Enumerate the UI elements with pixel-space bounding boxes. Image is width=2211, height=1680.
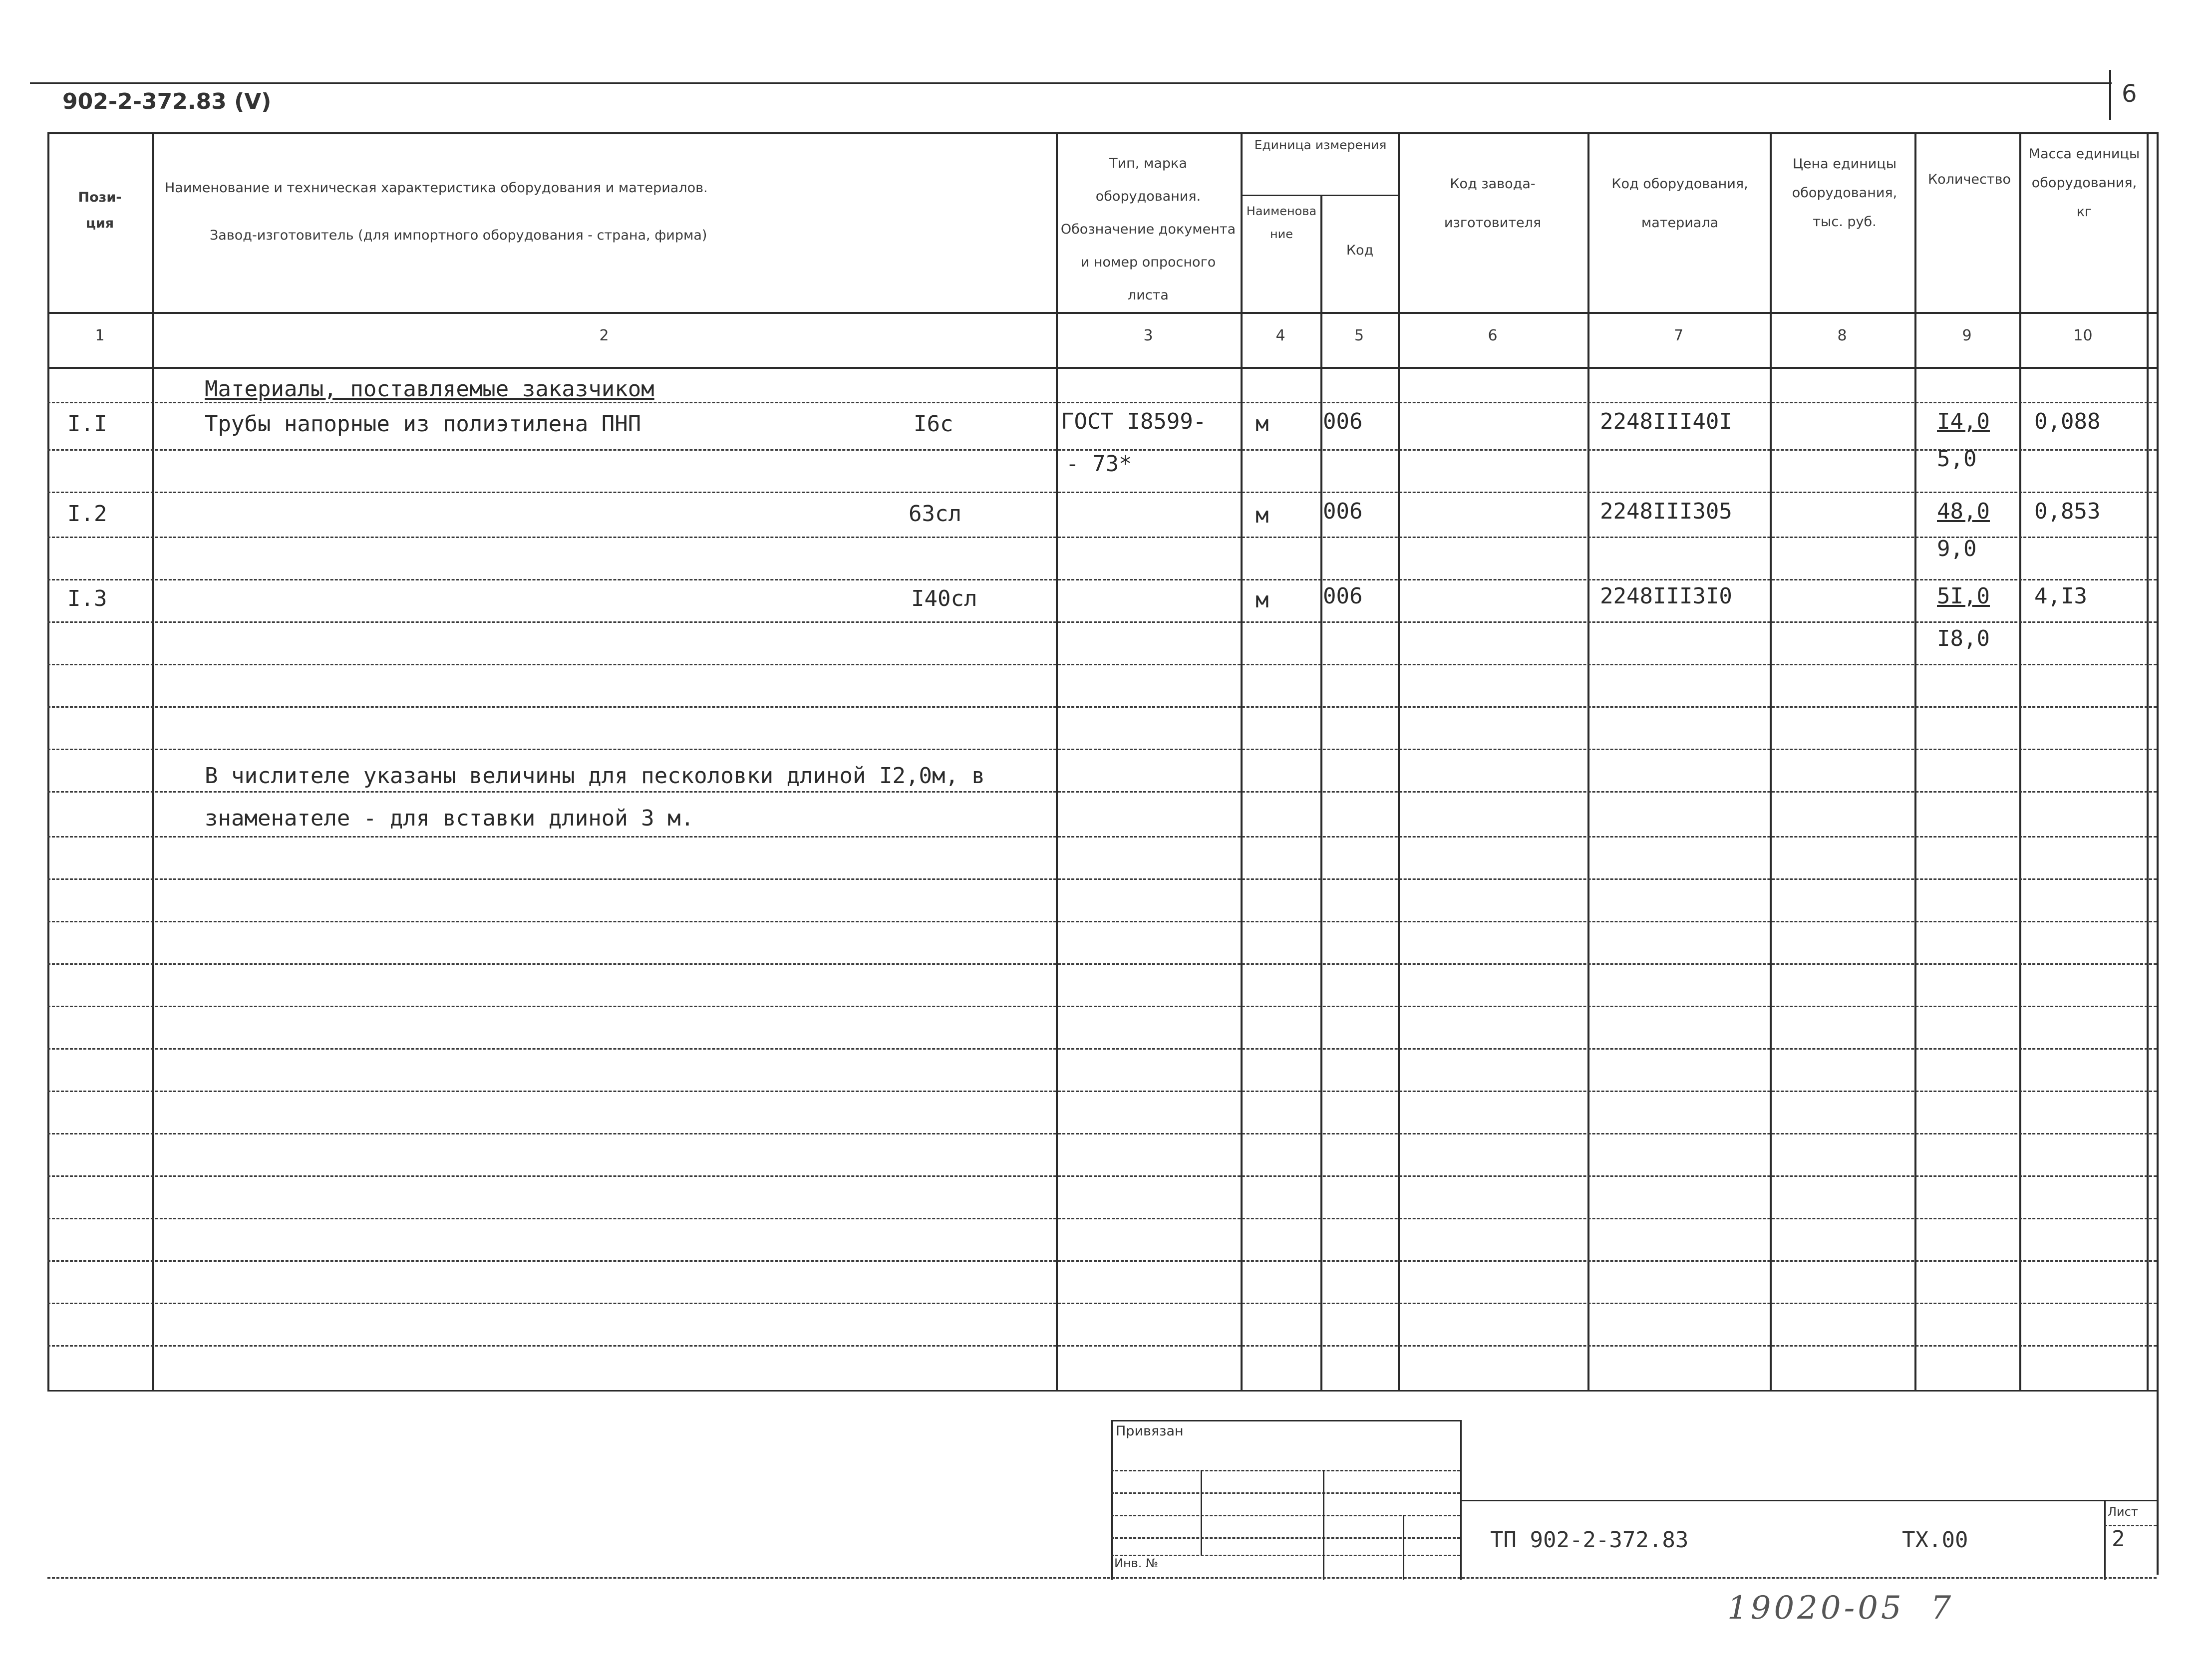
row-mass: 4,I3 — [2034, 583, 2087, 609]
row-line — [47, 1303, 2157, 1304]
document-code: 902-2-372.83 (Ⅴ) — [62, 89, 272, 114]
col-divider-2 — [1056, 132, 1058, 1390]
page-bottom-line — [47, 1577, 2157, 1579]
designation: ТП 902-2-372.83 — [1490, 1527, 1689, 1553]
col-divider-10 — [2147, 132, 2149, 1390]
stamp-row-line — [1111, 1515, 1460, 1516]
row-line — [47, 791, 2157, 793]
row-line — [47, 1006, 2157, 1007]
stamp-row-line — [1111, 1492, 1460, 1494]
row-line — [47, 1260, 2157, 1262]
sheet-corner-number: 6 — [2122, 80, 2137, 108]
col-divider-3 — [1241, 132, 1243, 1390]
row-size: 63сл — [909, 501, 961, 527]
row-material-code: 2248III3I0 — [1600, 583, 1732, 609]
col-divider-6 — [1587, 132, 1589, 1390]
stamp-inventory-label: Инв. № — [1114, 1556, 1159, 1570]
row-mass: 0,088 — [2034, 409, 2101, 434]
header-price: Цена единицы оборудования, тыс. руб. — [1792, 156, 1897, 230]
table-left-border — [47, 132, 49, 1390]
row-position: I.2 — [67, 501, 107, 527]
header-material-code: Код оборудования, материала — [1611, 176, 1748, 231]
sheet-number: 2 — [2112, 1526, 2125, 1552]
stamp-col-line — [1201, 1470, 1202, 1555]
row-unit: м — [1256, 411, 1269, 437]
row-line — [47, 836, 2157, 838]
top-border — [30, 82, 2112, 84]
row-unit-code: 006 — [1323, 583, 1363, 609]
column-number: 2 — [599, 327, 609, 344]
header-type: Тип, марка оборудования. Обозначение документа и номер опросного листа — [1060, 156, 1236, 303]
row-document: ГОСТ I8599- — [1061, 409, 1207, 434]
sheet-box-left — [2104, 1500, 2106, 1580]
table-right-border — [2157, 132, 2159, 1575]
column-number: 1 — [95, 327, 105, 344]
sheet-label: Лист — [2108, 1505, 2138, 1519]
col-divider-1 — [152, 132, 154, 1390]
header-mass: Масса единицы оборудования, кг — [2028, 146, 2140, 220]
designation-top-line — [1460, 1500, 2157, 1501]
row-line — [47, 706, 2157, 708]
row-unit-code: 006 — [1323, 499, 1363, 524]
row-line — [47, 1133, 2157, 1134]
numbers-bottom-line — [47, 367, 2157, 369]
col-divider-9 — [2019, 132, 2021, 1390]
corner-box-left — [2109, 70, 2111, 120]
row-line — [47, 1345, 2157, 1347]
row-size: I40сл — [911, 586, 977, 611]
row-line — [47, 1091, 2157, 1092]
table-bottom-line — [47, 1390, 2157, 1392]
row-line — [47, 878, 2157, 880]
stamp-bound-label: Привязан — [1116, 1423, 1184, 1439]
column-number: 6 — [1488, 327, 1498, 344]
row-position: I.I — [67, 411, 107, 437]
header-bottom-line — [47, 312, 2157, 314]
header-unit-group: Единица измерения — [1254, 138, 1387, 152]
col-divider-5 — [1398, 132, 1400, 1390]
header-position: Пози- ция — [78, 190, 122, 231]
row-line — [47, 1048, 2157, 1050]
row-material-code: 2248III305 — [1600, 499, 1732, 524]
sheet-mark: ТХ.00 — [1902, 1527, 1968, 1553]
row-line — [47, 664, 2157, 665]
note-line-2: знаменателе - для вставки длиной 3 м. — [205, 806, 694, 831]
header-name-line1: Наименование и техническая характеристика оборудования и материалов. — [165, 180, 708, 196]
row-line — [47, 621, 2157, 623]
column-number: 3 — [1143, 327, 1153, 344]
stamp-row-line — [1111, 1470, 1460, 1471]
column-number: 5 — [1354, 327, 1364, 344]
column-number: 10 — [2073, 327, 2093, 344]
row-unit: м — [1256, 503, 1269, 528]
header-top-line — [47, 132, 2157, 134]
row-qty-numerator: 5I,0 — [1937, 583, 1990, 609]
row-line — [47, 963, 2157, 965]
row-unit: м — [1256, 587, 1269, 613]
stamp-col-line — [1323, 1470, 1324, 1580]
header-unit-name: Наименование — [1246, 204, 1317, 241]
handwritten-archive-number: 19020-05 7 — [1727, 1590, 1954, 1627]
row-qty-numerator: 48,0 — [1937, 499, 1990, 524]
column-number: 9 — [1962, 327, 1972, 344]
row-name: Трубы напорные из полиэтилена ПНП — [205, 411, 641, 437]
row-qty-denominator: I8,0 — [1937, 626, 1990, 651]
col-divider-8 — [1914, 132, 1916, 1390]
stamp-top-line — [1111, 1420, 1460, 1421]
column-number: 7 — [1673, 327, 1684, 344]
row-line — [47, 492, 2157, 493]
row-qty-denominator: 9,0 — [1937, 536, 1977, 561]
header-name-line2: Завод-изготовитель (для импортного оборудования - страна, фирма) — [210, 228, 707, 243]
row-document-cont: - 73* — [1066, 451, 1132, 477]
unit-group-line — [1241, 195, 1398, 196]
row-line — [47, 749, 2157, 750]
header-factory-code: Код завода-изготовителя — [1444, 176, 1542, 231]
row-position: I.3 — [67, 586, 107, 611]
row-line — [47, 1218, 2157, 1219]
row-line — [47, 1175, 2157, 1177]
header-unit-code: Код — [1346, 243, 1374, 258]
row-line — [47, 921, 2157, 922]
row-qty-denominator: 5,0 — [1937, 446, 1977, 472]
row-qty-numerator: I4,0 — [1937, 409, 1990, 434]
column-number: 4 — [1275, 327, 1285, 344]
row-size: I6с — [914, 411, 953, 437]
stamp-row-line — [1111, 1537, 1460, 1539]
row-mass: 0,853 — [2034, 499, 2101, 524]
section-title: Материалы, поставляемые заказчиком — [205, 376, 654, 402]
note-line-1: В числителе указаны величины для песколовки длиной I2,0м, в — [205, 763, 985, 789]
column-number: 8 — [1837, 327, 1847, 344]
row-unit-code: 006 — [1323, 409, 1363, 434]
stamp-row-line — [1111, 1555, 1460, 1556]
row-material-code: 2248III40I — [1600, 409, 1732, 434]
row-line — [47, 537, 2157, 538]
row-line — [47, 579, 2157, 580]
header-quantity: Количество — [1927, 172, 2011, 187]
col-divider-7 — [1770, 132, 1772, 1390]
stamp-col-line — [1403, 1515, 1404, 1580]
